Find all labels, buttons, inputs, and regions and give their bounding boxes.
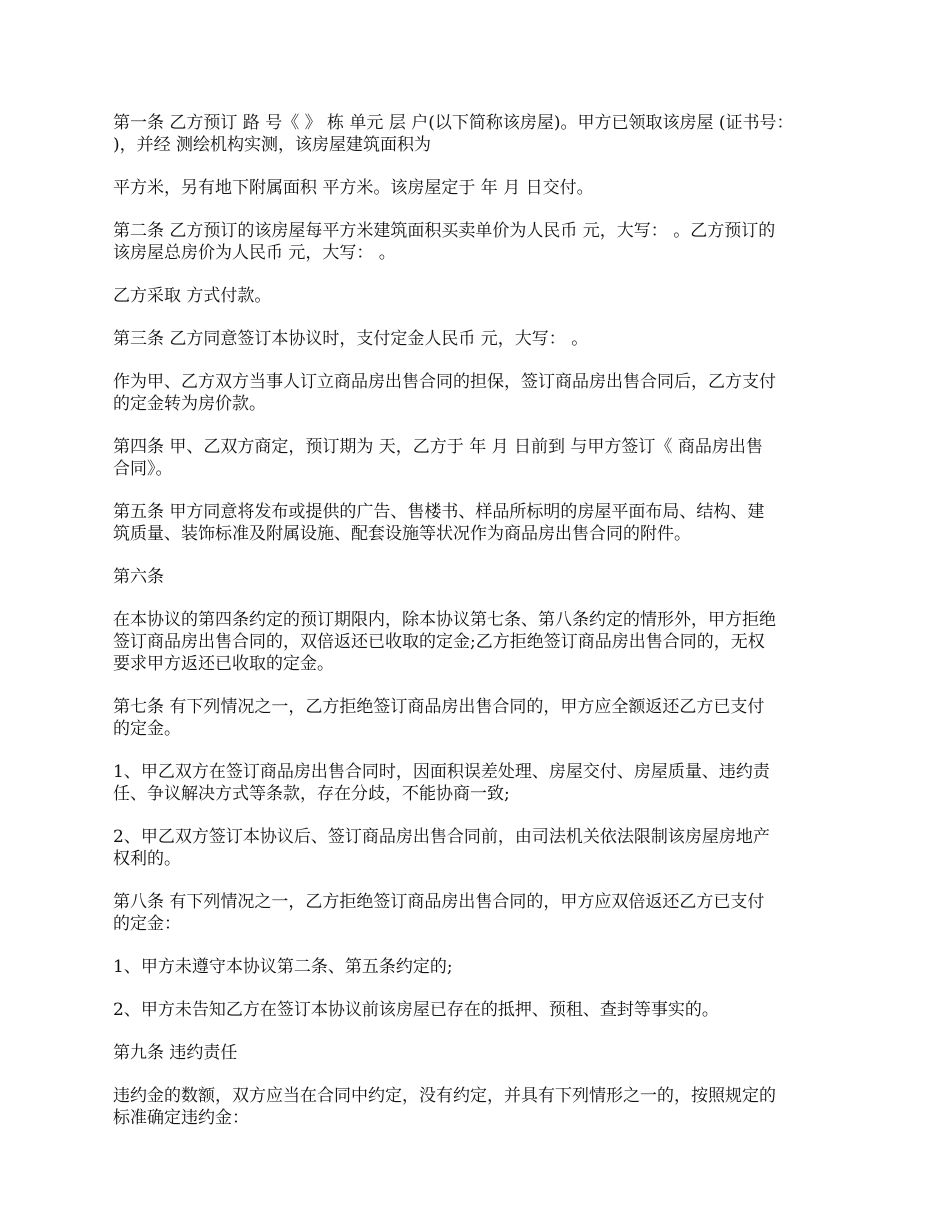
clause-9-heading: [113, 1042, 843, 1064]
text-line: 标准确定违约金：: [113, 1108, 249, 1128]
text-line: 合同》。: [113, 459, 173, 479]
clause-1-paragraph: [113, 112, 843, 156]
document-page: [113, 112, 843, 1150]
text-line: )，并经 测绘机构实测，该房屋建筑面积为: [113, 135, 432, 155]
clause-2-paragraph: [113, 220, 843, 264]
text-line: 权利的。: [113, 849, 181, 869]
text-line: 乙方采取 方式付款。: [113, 286, 272, 306]
clause-7-item-2: [113, 826, 843, 870]
text-line: 签订商品房出售合同的，双倍返还已收取的定金;乙方拒绝签订商品房出售合同的，无权: [113, 632, 765, 652]
text-line: 筑质量、装饰标准及附属设施、配套设施等状况作为商品房出售合同的附件。: [113, 524, 691, 544]
payment-method-paragraph: [113, 285, 843, 307]
clause-6-heading: [113, 566, 843, 588]
penalty-paragraph: [113, 1085, 843, 1129]
text-line: 作为甲、乙方双方当事人订立商品房出售合同的担保，签订商品房出售合同后，乙方支付: [113, 372, 776, 392]
text-line: 第二条 乙方预订的该房屋每平方米建筑面积买卖单价为人民币 元，大写： 。乙方预订的: [113, 221, 776, 241]
clause-8-item-2: [113, 999, 843, 1021]
text-line: 的定金：: [113, 914, 181, 934]
text-line: 的定金转为房价款。: [113, 394, 266, 414]
area-paragraph: [113, 177, 843, 199]
text-line: 2、甲乙双方签订本协议后、签订商品房出售合同前，由司法机关依法限制该房屋房地产: [113, 827, 770, 847]
text-line: 的定金。: [113, 719, 181, 739]
text-line: 第六条: [113, 567, 164, 587]
text-line: 第九条 违约责任: [113, 1043, 238, 1063]
text-line: 要求甲方返还已收取的定金。: [113, 654, 334, 674]
text-line: 任、争议解决方式等条款，存在分歧，不能协商一致;: [113, 784, 510, 804]
clause-3-paragraph: [113, 328, 843, 350]
text-line: 该房屋总房价为人民币 元，大写： 。: [113, 243, 396, 263]
text-line: 违约金的数额，双方应当在合同中约定，没有约定，并具有下列情形之一的，按照规定的: [113, 1086, 776, 1106]
clause-6-body-paragraph: [113, 609, 843, 675]
text-line: 第一条 乙方预订 路 号《 》 栋 单元 层 户(以下简称该房屋)。甲方已领取该房屋 (证书号：: [113, 113, 794, 133]
text-line: 第三条 乙方同意签订本协议时，支付定金人民币 元，大写： 。: [113, 329, 589, 349]
clause-5-paragraph: [113, 501, 843, 545]
text-line: 平方米，另有地下附属面积 平方米。该房屋定于 年 月 日交付。: [113, 178, 594, 198]
text-line: 第四条 甲、乙双方商定，预订期为 天，乙方于 年 月 日前到 与甲方签订《 商品房出售: [113, 437, 763, 457]
deposit-guarantee-paragraph: [113, 371, 843, 415]
text-line: 第七条 有下列情况之一，乙方拒绝签订商品房出售合同的，甲方应全额返还乙方已支付: [113, 697, 765, 717]
text-line: 第五条 甲方同意将发布或提供的广告、售楼书、样品所标明的房屋平面布局、结构、建: [113, 502, 765, 522]
text-line: 1、甲乙双方在签订商品房出售合同时，因面积误差处理、房屋交付、房屋质量、违约责: [113, 762, 770, 782]
text-line: 在本协议的第四条约定的预订期限内，除本协议第七条、第八条约定的情形外，甲方拒绝: [113, 610, 776, 630]
clause-8-item-1: [113, 956, 843, 978]
clause-8-paragraph: [113, 891, 843, 935]
text-line: 第八条 有下列情况之一，乙方拒绝签订商品房出售合同的，甲方应双倍返还乙方已支付: [113, 892, 765, 912]
clause-7-paragraph: [113, 696, 843, 740]
clause-7-item-1: [113, 761, 843, 805]
text-line: 2、甲方未告知乙方在签订本协议前该房屋已存在的抵押、预租、查封等事实的。: [113, 1000, 719, 1020]
clause-4-paragraph: [113, 436, 843, 480]
text-line: 1、甲方未遵守本协议第二条、第五条约定的;: [113, 957, 453, 977]
